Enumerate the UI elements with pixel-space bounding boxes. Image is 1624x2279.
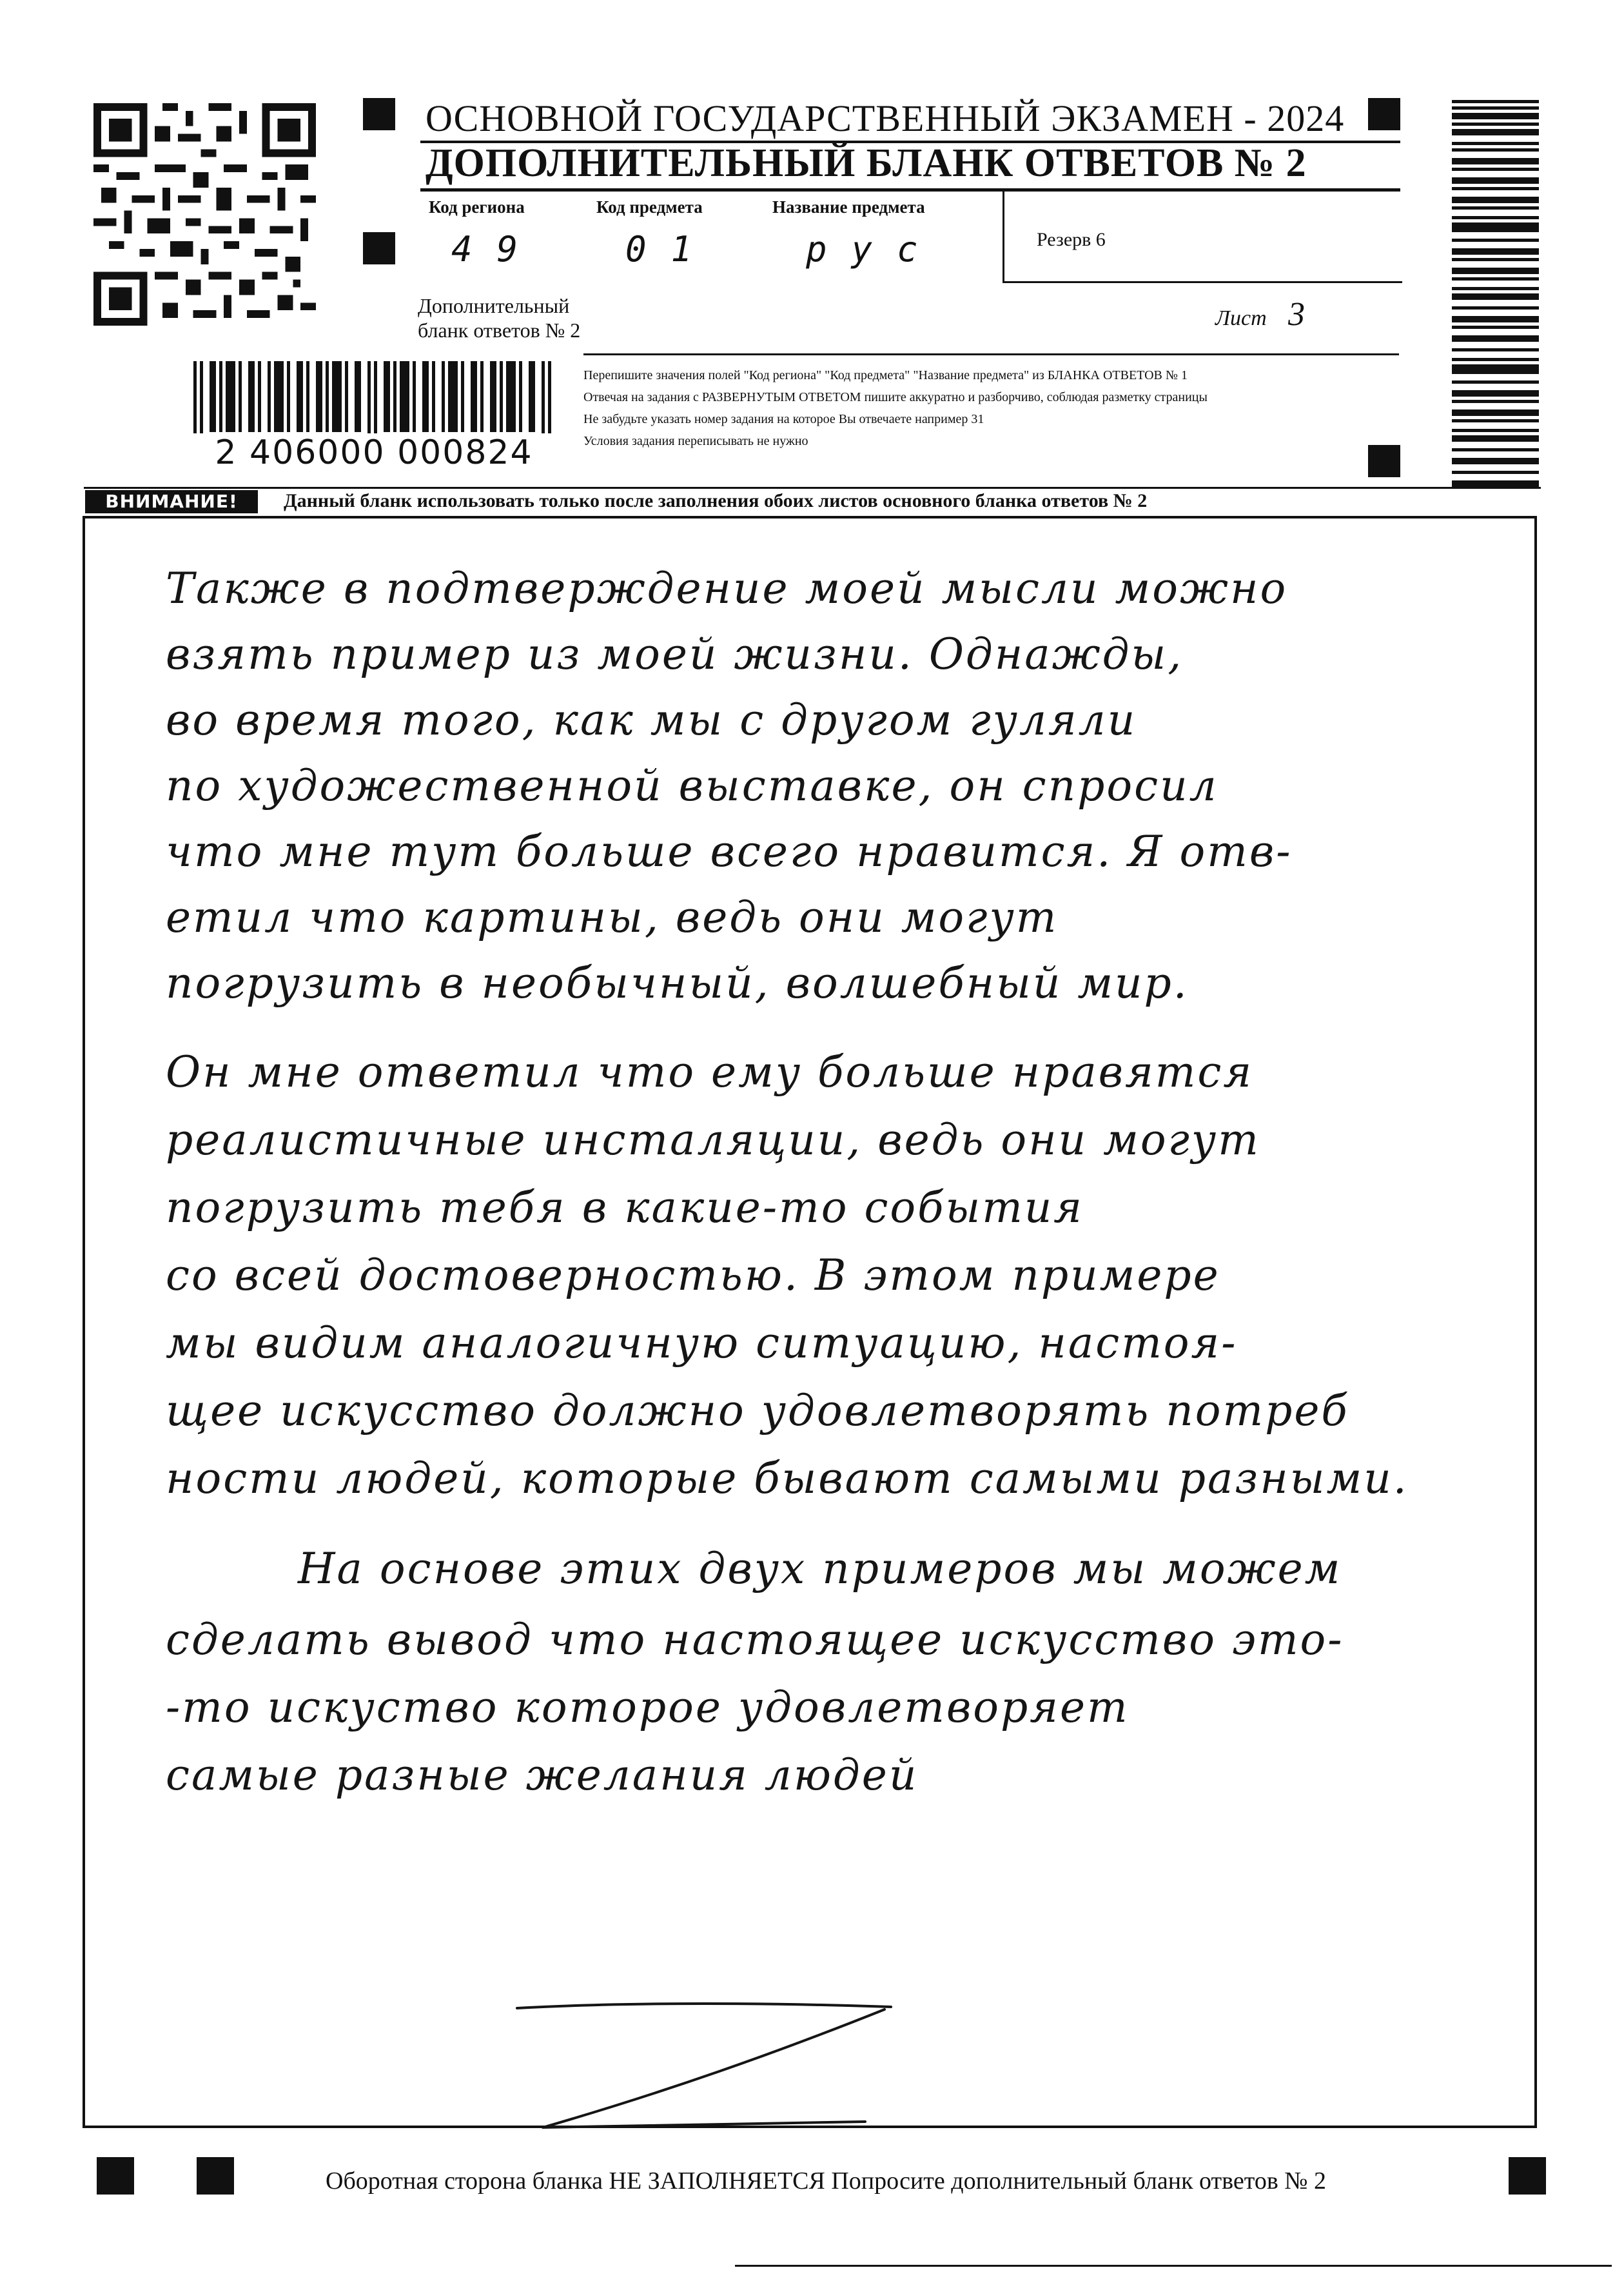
handwritten-line: самые разные желания людей <box>166 1750 919 1800</box>
handwritten-line: взять пример из моей жизни. Однажды, <box>166 629 1184 679</box>
handwritten-line: во время того, как мы с другом гуляли <box>166 695 1137 745</box>
handwritten-line: Также в подтверждение моей мысли можно <box>166 564 1288 613</box>
handwritten-line: что мне тут больше всего нравится. Я отв- <box>166 827 1293 876</box>
registration-marker <box>363 232 395 264</box>
region-code-label: Код региона <box>429 197 525 217</box>
form-title: ДОПОЛНИТЕЛЬНЫЙ БЛАНК ОТВЕТОВ № 2 <box>426 141 1307 185</box>
instructions-divider <box>583 353 1399 355</box>
subject-name-value[interactable]: рус <box>806 229 943 270</box>
handwritten-line: етил что картины, ведь они могут <box>166 893 1059 942</box>
attention-text: Данный бланк использовать только после заполнения обоих листов основного бланка ответов № 2 <box>284 490 1148 511</box>
handwritten-line: реалистичные инсталяции, ведь они могут <box>166 1115 1260 1165</box>
registration-marker <box>1368 98 1400 130</box>
subject-name-label: Название предмета <box>772 197 925 217</box>
extra-form-label-line: бланк ответов № 2 <box>418 319 581 342</box>
handwritten-line: мы видим аналогичную ситуацию, настоя- <box>166 1318 1238 1368</box>
region-code-value[interactable]: 49 <box>451 229 543 270</box>
registration-marker <box>1509 2157 1546 2195</box>
attention-badge: ВНИМАНИЕ! <box>85 490 258 513</box>
extra-form-label-line: Дополнительный <box>418 294 570 317</box>
attention-divider <box>84 487 1541 489</box>
footer-note: Оборотная сторона бланка НЕ ЗАПОЛНЯЕТСЯ Попросите дополнительный бланк ответов № 2 <box>326 2167 1327 2195</box>
registration-marker <box>363 98 395 130</box>
extra-form-label <box>418 293 580 342</box>
exam-title: ОСНОВНОЙ ГОСУДАРСТВЕННЫЙ ЭКЗАМЕН - 2024 <box>426 97 1345 139</box>
handwritten-line: со всей достоверностью. В этом примере <box>166 1250 1220 1300</box>
closing-zigzag-icon <box>504 1995 904 2137</box>
instruction-line: Отвечая на задания с РАЗВЕРНУТЫМ ОТВЕТОМ пишите аккуратно и разборчиво, соблюдая разметку страницы <box>583 390 1208 404</box>
handwritten-line: сделать вывод что настоящее искусство это- <box>166 1615 1344 1664</box>
sheet-number[interactable]: 3 <box>1288 296 1305 333</box>
subject-code-value[interactable]: 01 <box>625 229 717 270</box>
barcode-icon <box>193 361 554 445</box>
handwritten-line: На основе этих двух примеров мы можем <box>298 1544 1342 1593</box>
registration-marker <box>197 2157 234 2195</box>
handwritten-line: Он мне ответил что ему больше нравятся <box>166 1047 1254 1097</box>
barcode-number: 2 406000 000824 <box>181 433 567 472</box>
answer-area[interactable] <box>83 516 1537 2128</box>
qr-code-icon <box>93 103 316 326</box>
subject-code-label: Код предмета <box>596 197 703 217</box>
vertical-barcode-icon <box>1452 100 1539 487</box>
instruction-line: Условия задания переписывать не нужно <box>583 434 808 448</box>
handwritten-line: щее искусство должно удовлетворять потреб <box>166 1386 1349 1435</box>
handwritten-line: -то искуство которое удовлетворяет <box>166 1682 1130 1732</box>
instruction-line: Перепишите значения полей "Код региона" "Код предмета" "Название предмета" из БЛАНКА ОТВЕТОВ № 1 <box>583 368 1188 382</box>
instruction-line: Не забудьте указать номер задания на которое Вы отвечаете например 31 <box>583 412 984 426</box>
registration-marker <box>97 2157 134 2195</box>
reserve-label: Резерв 6 <box>1037 229 1106 250</box>
handwritten-line: погрузить тебя в какие-то события <box>166 1183 1084 1232</box>
handwritten-line: ности людей, которые бывают самыми разными. <box>166 1454 1409 1503</box>
handwritten-line: погрузить в необычный, волшебный мир. <box>166 958 1189 1008</box>
sheet-label: Лист <box>1215 306 1267 330</box>
bottom-rule <box>735 2265 1612 2267</box>
instructions <box>583 364 1389 452</box>
handwritten-line: по художественной выставке, он спросил <box>166 761 1218 811</box>
